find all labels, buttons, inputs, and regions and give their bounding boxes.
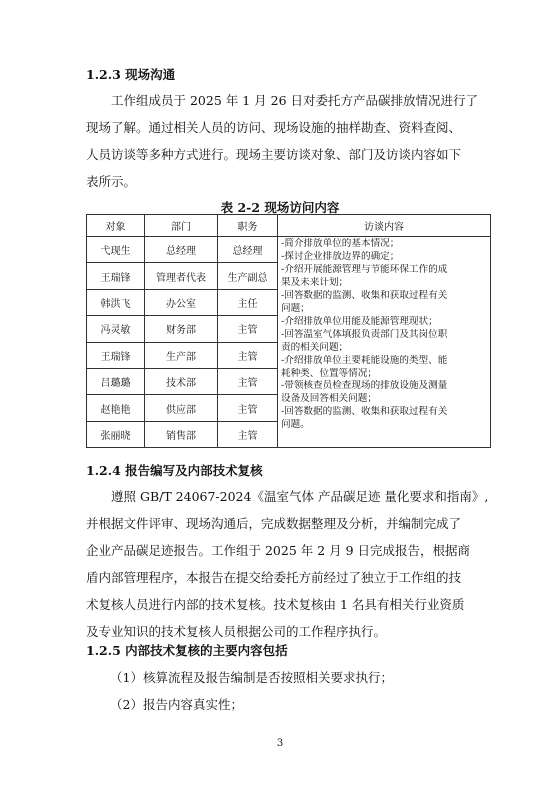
cell-title: 主任: [218, 289, 278, 315]
page-number: 3: [276, 738, 284, 749]
cell-dept: 管理者代表: [145, 263, 218, 289]
content-line: 设备及回答相关问题；: [281, 393, 377, 405]
list-item: （1）核算流程及报告编制是否按照相关要求执行；: [110, 670, 393, 685]
paragraph-site-communication: [86, 87, 490, 195]
paragraph-line: 遵照 GB/T 24067-2024《温室气体 产品碳足迹 量化要求和指南》,: [111, 489, 489, 504]
cell-name: 韩洪飞: [87, 289, 145, 315]
cell-dept: 销售部: [145, 421, 218, 447]
paragraph-line: 人员访谈等多种方式进行。现场主要访谈对象、部门及访谈内容如下: [86, 147, 462, 162]
list-item: （2）报告内容真实性；: [110, 697, 243, 712]
section-heading-1-2-4: 1.2.4 报告编写及内部技术复核: [86, 463, 263, 478]
cell-title: 总经理: [218, 237, 278, 263]
cell-dept: 财务部: [145, 316, 218, 342]
content-line: -回答数据的监测、收集和获取过程有关: [281, 289, 448, 301]
cell-title: 生产副总: [218, 263, 278, 289]
section-heading-1-2-5: 1.2.5 内部技术复核的主要内容包括: [86, 643, 288, 658]
cell-name: 弋现生: [87, 237, 145, 263]
content-line: -回答温室气体填报负责部门及其岗位职: [281, 328, 448, 340]
cell-title: 主管: [218, 395, 278, 421]
paragraph-line: 盾内部管理程序，本报告在提交给委托方前经过了独立于工作组的技: [86, 570, 462, 585]
content-line: -探讨企业排放边界的确定；: [281, 250, 400, 262]
cell-dept: 总经理: [145, 237, 218, 263]
content-line: -介绍开展能源管理与节能环保工作的成: [281, 263, 448, 275]
paragraph-line: 现场了解。通过相关人员的访问、现场设施的抽样勘查、资料查阅、: [86, 120, 462, 135]
cell-dept: 办公室: [145, 289, 218, 315]
cell-title: 主管: [218, 368, 278, 394]
content-line: 责的相关问题；: [281, 341, 349, 353]
content-line: 问题。: [281, 419, 310, 431]
content-line: 问题；: [281, 302, 310, 314]
content-line: 果及未来计划；: [281, 276, 349, 288]
cell-dept: 生产部: [145, 342, 218, 368]
paragraph-line: 并根据文件评审、现场沟通后，完成数据整理及分析，并编制完成了: [86, 516, 462, 531]
content-line: -介绍排放单位用能及能源管理现状；: [281, 315, 438, 327]
paragraph-report-review: [86, 483, 490, 645]
interview-table: [86, 214, 491, 448]
cell-name: 赵艳艳: [87, 395, 145, 421]
paragraph-line: 工作组成员于 2025 年 1 月 26 日对委托方产品碳排放情况进行了: [111, 93, 479, 108]
cell-title: 主管: [218, 342, 278, 368]
cell-dept: 技术部: [145, 368, 218, 394]
cell-title: 主管: [218, 316, 278, 342]
paragraph-line: 企业产品碳足迹报告。工作组于 2025 年 2 月 9 日完成报告，根据商: [86, 543, 471, 558]
section-heading-1-2-3: 1.2.3 现场沟通: [86, 67, 176, 82]
cell-name: 王瑞锋: [87, 342, 145, 368]
content-line: -简介排放单位的基本情况；: [281, 238, 400, 249]
content-line: -回答数据的监测、收集和获取过程有关: [281, 406, 448, 418]
content-line: 耗种类、位置等情况；: [281, 367, 377, 379]
cell-name: 吕璐璐: [87, 368, 145, 394]
cell-name: 张丽晓: [87, 421, 145, 447]
paragraph-line: 表所示。: [86, 174, 137, 189]
table-header-row: [87, 215, 491, 237]
header-position: 职务: [218, 215, 278, 237]
content-line: -带领核查员检查现场的排放设施及测量: [281, 380, 448, 392]
cell-name: 王瑞锋: [87, 263, 145, 289]
table-caption: 表 2-2 现场访问内容: [220, 200, 340, 215]
cell-name: 冯灵敏: [87, 316, 145, 342]
cell-interview-content: [278, 237, 491, 448]
header-interview-content: 访谈内容: [278, 215, 491, 237]
header-object: 对象: [87, 215, 145, 237]
cell-dept: 供应部: [145, 395, 218, 421]
paragraph-line: 及专业知识的技术复核人员根据公司的工作程序执行。: [86, 624, 387, 639]
table-row: [87, 237, 491, 263]
paragraph-line: 术复核人员进行内部的技术复核。技术复核由 1 名具有相关行业资质: [86, 597, 465, 612]
cell-title: 主管: [218, 421, 278, 447]
header-department: 部门: [145, 215, 218, 237]
content-line: -介绍排放单位主要耗能设施的类型、能: [281, 354, 448, 366]
